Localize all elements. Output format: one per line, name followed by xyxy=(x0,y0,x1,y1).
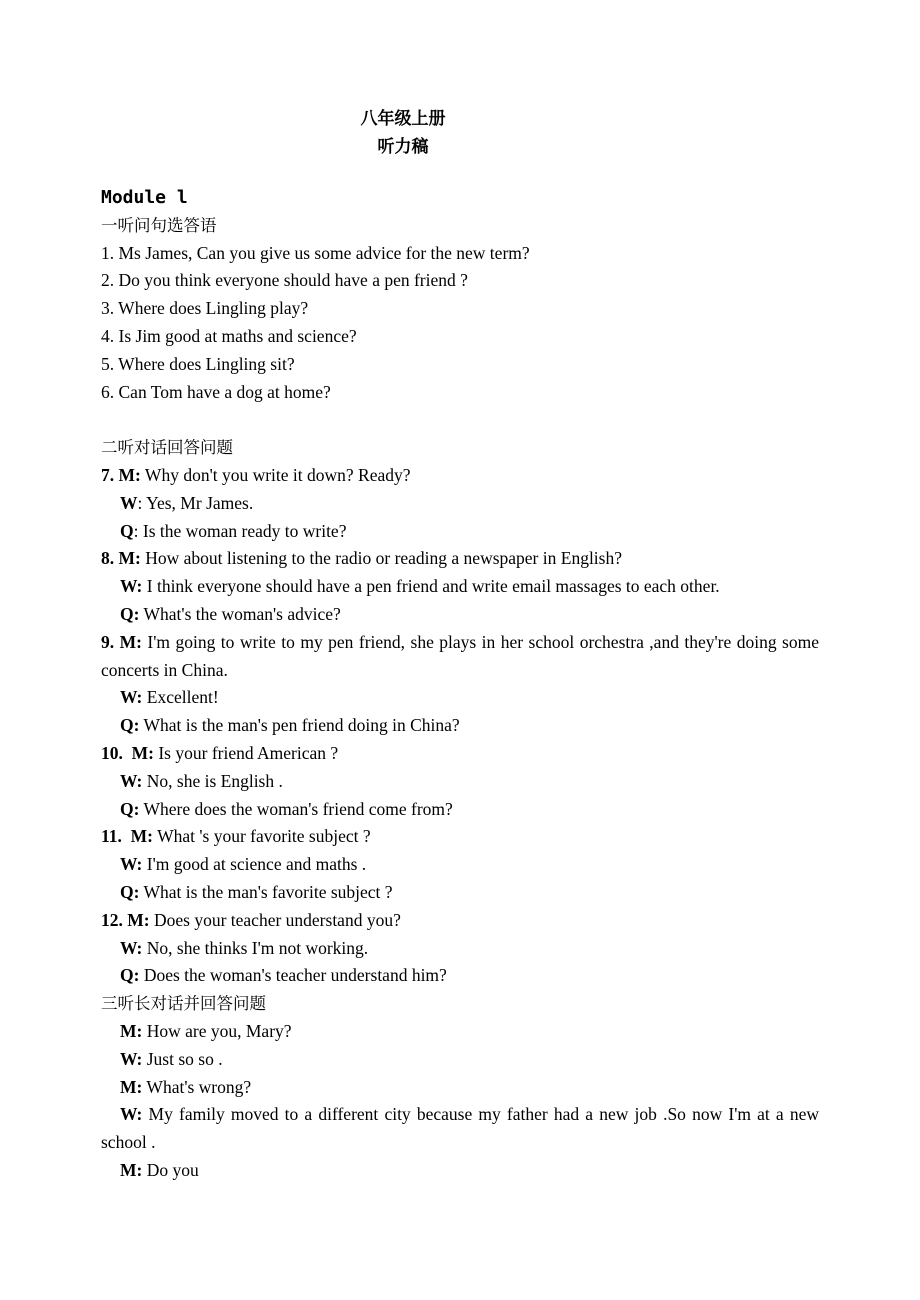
question-item: 6. Can Tom have a dog at home? xyxy=(101,381,331,402)
section1-heading: 一听问句选答语 xyxy=(101,215,217,235)
question-item: 3. Where does Lingling play? xyxy=(101,298,309,319)
dialog-number: 10. M: xyxy=(101,742,154,763)
dialog-number: 12. M: xyxy=(101,909,150,930)
dialog-number: 9. M: xyxy=(101,631,142,652)
spacer xyxy=(101,406,819,434)
dialog-number: 11. M: xyxy=(101,826,154,847)
dialog-man-line: 8. M: How about listening to the radio or reading a newspaper in English? xyxy=(101,548,622,569)
dialog-number: 8. M: xyxy=(101,548,141,569)
long-dialog-line: M: How are you, Mary? xyxy=(120,1020,292,1041)
dialog-man-line: 11. M: What 's your favorite subject ? xyxy=(101,826,371,847)
dialog-woman-line: W: No, she thinks I'm not working. xyxy=(120,937,369,958)
dialog-question-line: Q: What's the woman's advice? xyxy=(120,603,341,624)
dialog-woman-line: W: I think everyone should have a pen friend and write email massages to each other. xyxy=(120,576,720,597)
dialog-woman-line: W: Excellent! xyxy=(120,687,219,708)
question-item: 2. Do you think everyone should have a pen friend ? xyxy=(101,270,468,291)
dialog-man-line: 10. M: Is your friend American ? xyxy=(101,742,339,763)
question-item: 5. Where does Lingling sit? xyxy=(101,353,295,374)
section3-heading: 三听长对话并回答问题 xyxy=(101,994,266,1014)
question-item: 1. Ms James, Can you give us some advice for the new term? xyxy=(101,242,530,263)
dialog-man-line: 7. M: Why don't you write it down? Ready? xyxy=(101,464,411,485)
dialog-number: 7. M: xyxy=(101,464,141,485)
document-title: 八年级上册 xyxy=(360,109,446,129)
document-body xyxy=(101,184,819,1185)
dialog-man-line: 9. M: I'm going to write to my pen friend, she plays in her school orchestra ,and they're doing some concerts in China. xyxy=(101,631,819,680)
long-dialog-line: M: What's wrong? xyxy=(120,1076,252,1097)
long-dialog-line: M: Do you xyxy=(120,1159,199,1180)
long-dialog-line: W: My family moved to a different city because my father had a new job .So now I'm at a new school . xyxy=(101,1104,820,1153)
module-heading: Module l xyxy=(101,187,188,208)
section2-heading: 二听对话回答问题 xyxy=(101,438,233,458)
dialog-man-line: 12. M: Does your teacher understand you? xyxy=(101,909,401,930)
dialog-question-line: Q: What is the man's pen friend doing in China? xyxy=(120,715,460,736)
question-item: 4. Is Jim good at maths and science? xyxy=(101,325,357,346)
dialog-question-line: Q: Does the woman's teacher understand him? xyxy=(120,965,447,986)
long-dialog-line: W: Just so so . xyxy=(120,1048,223,1069)
dialog-woman-line: W: Yes, Mr James. xyxy=(120,492,254,513)
dialog-question-line: Q: Is the woman ready to write? xyxy=(120,520,347,541)
dialog-question-line: Q: Where does the woman's friend come from? xyxy=(120,798,453,819)
dialog-woman-line: W: I'm good at science and maths . xyxy=(120,854,367,875)
dialog-woman-line: W: No, she is English . xyxy=(120,770,283,791)
document-subtitle: 听力稿 xyxy=(377,137,429,157)
dialog-question-line: Q: What is the man's favorite subject ? xyxy=(120,881,393,902)
